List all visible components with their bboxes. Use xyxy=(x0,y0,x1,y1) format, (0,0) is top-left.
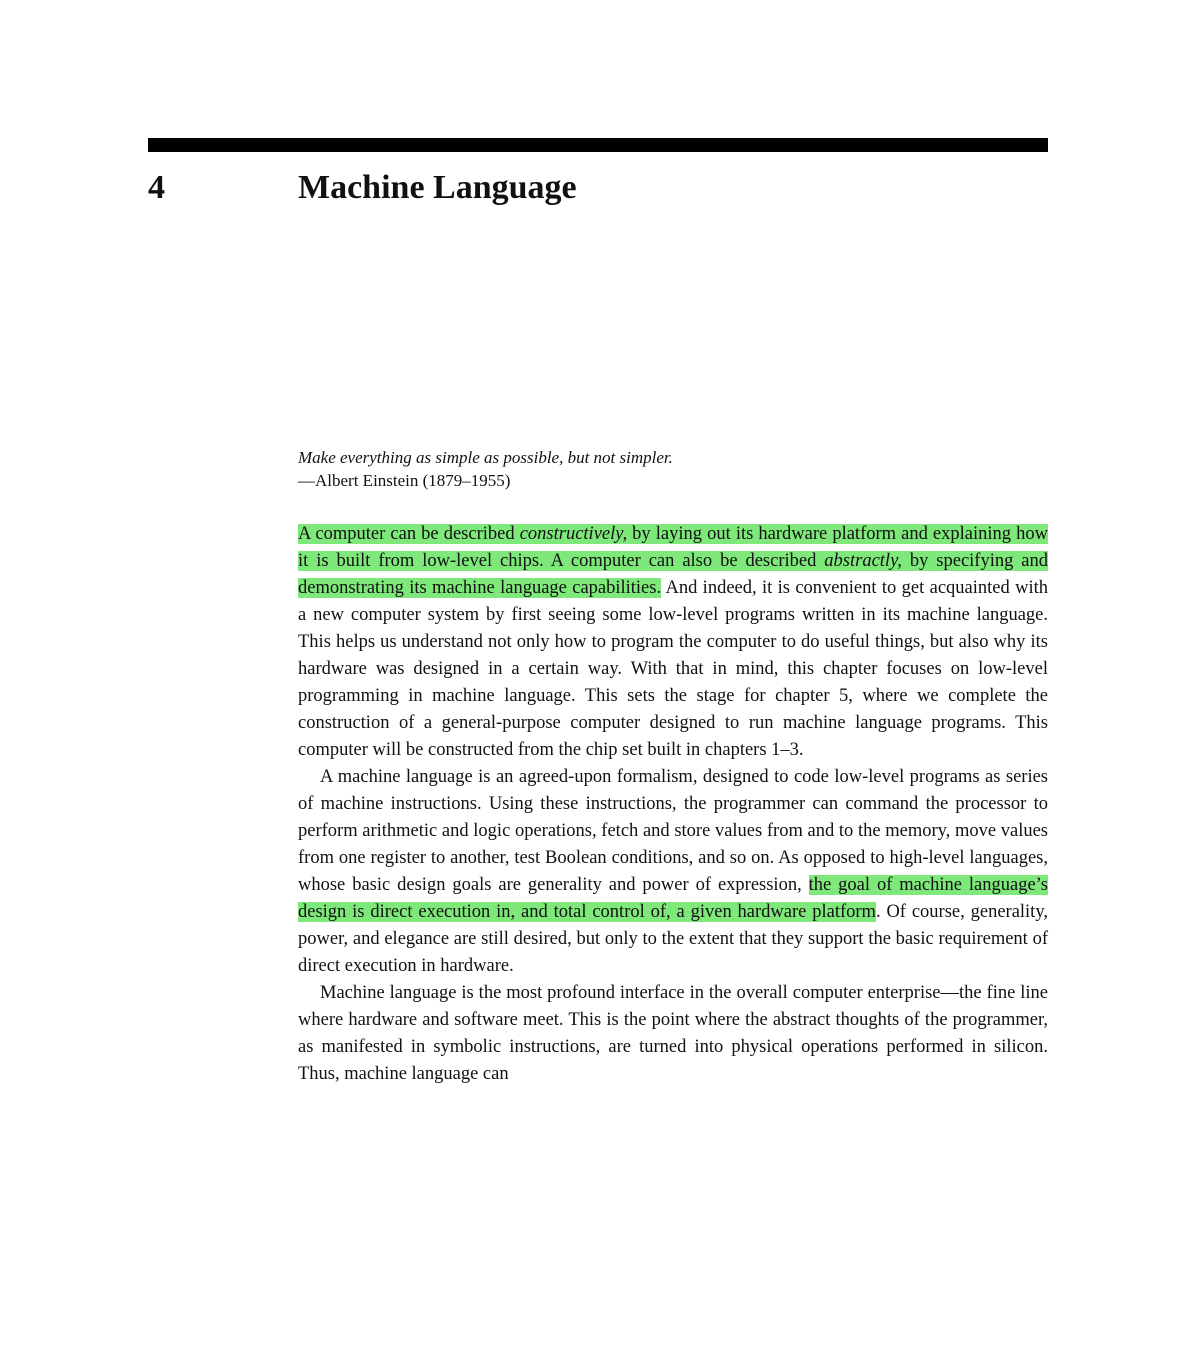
paragraph-2 xyxy=(298,764,1048,980)
highlight-1-text-a: A computer can be described xyxy=(298,524,520,544)
highlight-1-emphasis-b: abstractly, xyxy=(824,551,902,571)
paragraph-1 xyxy=(298,521,1048,764)
epigraph-attribution: —Albert Einstein (1879–1955) xyxy=(298,471,511,490)
highlight-2: the goal of machine language’s design is direct execution in, and total control of, a given hardware platform xyxy=(298,875,1049,922)
epigraph xyxy=(298,446,1048,492)
paragraph-2-pre: A machine language is an agreed-upon formalism, designed to code low-level programs as series of machine instructions. Using these instructions, the programmer can command the processor to perform arithmetic and logic operations, fetch and store values from and to the memory, move values from one register to another, test Boolean conditions, and so on. As opposed to high-level languages, whose basic design goals are generality and power of expression, xyxy=(298,767,1048,895)
highlight-1-text-b: by laying out its hardware platform and explaining how it is built from low-level chips. A computer can also be described xyxy=(298,524,1048,571)
chapter-title: Machine Language xyxy=(298,169,577,206)
chapter-rule xyxy=(148,138,1048,152)
chapter-body xyxy=(298,521,1048,1088)
chapter-number: 4 xyxy=(148,169,165,206)
highlight-1-text-c: by specifying and demonstrating its machine language capabilities. xyxy=(298,551,1048,598)
highlight-1-emphasis-a: constructively, xyxy=(519,524,628,544)
paragraph-3: Machine language is the most profound interface in the overall computer enterprise—the fine line where hardware and software meet. This is the point where the abstract thoughts of the programmer, as manifested in symbolic instructions, are turned into physical operations performed in silicon. Thus, machine language can xyxy=(298,983,1048,1084)
paragraph-2-post: . Of course, generality, power, and elegance are still desired, but only to the extent that they support the basic requirement of direct execution in hardware. xyxy=(298,902,1048,976)
epigraph-quote: Make everything as simple as possible, but not simpler. xyxy=(298,448,673,467)
paragraph-1-rest: And indeed, it is convenient to get acquainted with a new computer system by first seeing some low-level programs written in its machine language. This helps us understand not only how to program the computer to do useful things, but also why its hardware was designed in a certain way. With that in mind, this chapter focuses on low-level programming in machine language. This sets the stage for chapter 5, where we complete the construction of a general-purpose computer designed to run machine language programs. This computer will be constructed from the chip set built in chapters 1–3. xyxy=(298,578,1048,760)
